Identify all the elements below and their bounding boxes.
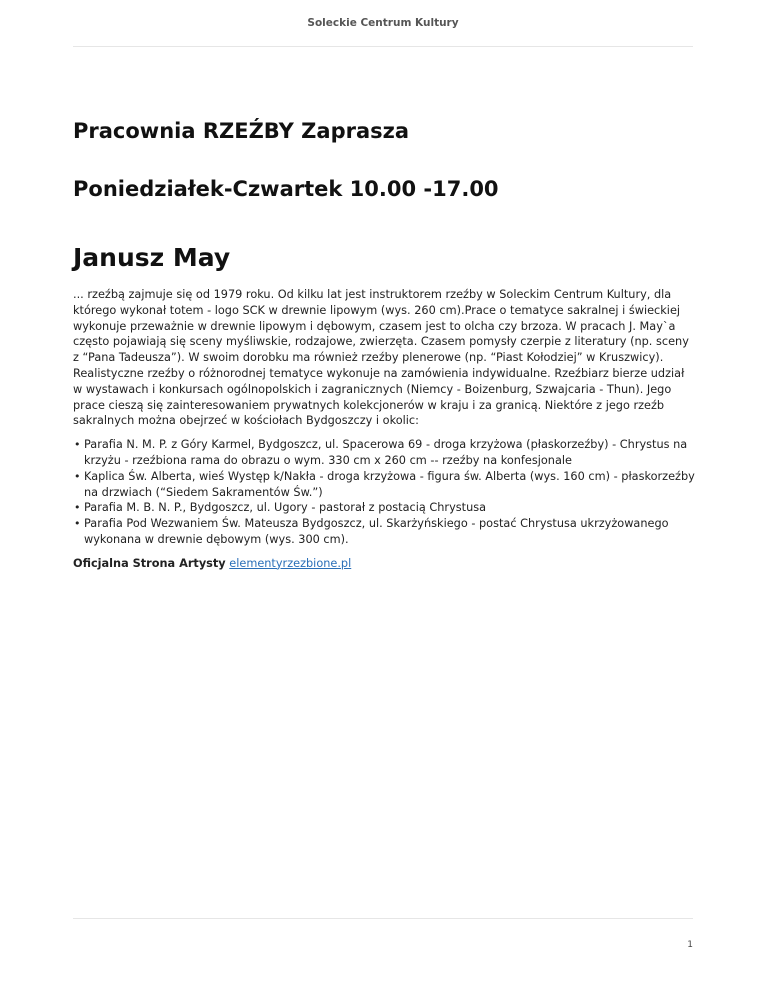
bullet-icon: •: [74, 438, 81, 452]
site-name: Soleckie Centrum Kultury: [307, 17, 459, 29]
page-number: 1: [687, 940, 693, 950]
page-header: [73, 0, 693, 47]
opening-hours: Poniedziałek-Czwartek 10.00 -17.00: [73, 177, 499, 201]
works-list: [73, 437, 695, 548]
list-item: [74, 516, 695, 548]
official-site-label: Oficjalna Strona Artysty: [73, 556, 226, 570]
official-site-link[interactable]: elementyrzezbione.pl: [229, 556, 352, 570]
work-text: Parafia Pod Wezwaniem Św. Mateusza Bydgoszcz, ul. Skarżyńskiego - postać Chrystusa ukrzyżowanego wykonana w drewnie dębowym (wys. 300 cm).: [84, 517, 669, 546]
main-content: [73, 113, 695, 572]
artist-name: Janusz May: [73, 243, 231, 272]
work-text: Kaplica Św. Alberta, wieś Występ k/Nakła - droga krzyżowa - figura św. Alberta (wys. 160 cm) - płaskorzeźby na drzwiach (“Siedem Sakramentów Św.”): [84, 469, 695, 499]
page-footer: [73, 918, 693, 950]
list-item: [74, 437, 695, 469]
work-text: Parafia N. M. P. z Góry Karmel, Bydgoszcz, ul. Spacerowa 69 - droga krzyżowa (płaskorzeźby) - Chrystus na krzyżu - rzeźbiona rama do obrazu o wym. 330 cm x 260 cm -- rzeźby na konfesjonale: [84, 438, 688, 467]
bullet-icon: •: [74, 517, 81, 531]
bullet-icon: •: [74, 469, 81, 483]
official-site-line: [73, 556, 695, 572]
work-text: Parafia M. B. N. P., Bydgoszcz, ul. Ugory - pastorał z postacią Chrystusa: [84, 501, 487, 515]
list-item: [74, 500, 695, 516]
artist-bio: ... rzeźbą zajmuje się od 1979 roku. Od kilku lat jest instruktorem rzeźby w Soleckim Centrum Kultury, dla którego wykonał totem - logo SCK w drewnie lipowym (wys. 260 cm).Prace o tematyce sakralnej i świeckiej wykonuje przeważnie w drewnie lipowym i dębowym, czasem jest to olcha czy brzoza. W pracach J. May`a często pojawiają się sceny myśliwskie, rodzajowe, zwierzęta. Czasem pomysły czerpie z literatury (np. sceny z “Pana Tadeusza”). W swoim dorobku ma również rzeźby plenerowe (np. “Piast Kołodziej” w Kruszwicy). Realistyczne rzeźby o różnorodnej tematyce wykonuje na zamówienia indywidualne. Rzeźbiarz bierze udział w wystawach i konkursach ogólnopolskich i zagranicznych (Niemcy - Boizenburg, Szwajcaria - Thun). Jego prace cieszą się zainteresowaniem prywatnych kolekcjonerów w kraju i za granicą. Niektóre z jego rzeźb sakralnych można obejrzeć w kościołach Bydgoszczy i okolic:: [73, 288, 689, 428]
bullet-icon: •: [74, 501, 81, 515]
list-item: [74, 469, 695, 501]
workshop-title: Pracownia RZEŹBY Zaprasza: [73, 119, 410, 143]
